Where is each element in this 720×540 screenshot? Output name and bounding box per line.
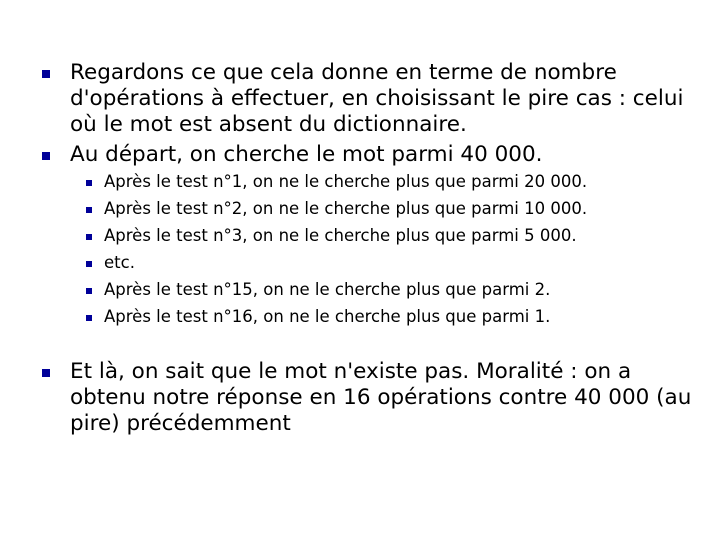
sub-bullet-text: Après le test n°3, on ne le cherche plus que parmi 5 000. bbox=[104, 226, 577, 245]
bullet-line: Regardons ce que cela donne en terme de nombre bbox=[70, 60, 617, 85]
bullet-text bbox=[70, 359, 710, 437]
sub-bullet-marker bbox=[86, 315, 92, 321]
bullet-line: obtenu notre réponse en 16 opérations contre 40 000 (au bbox=[70, 385, 692, 410]
sub-bullet-text: Après le test n°15, on ne le cherche plus que parmi 2. bbox=[104, 280, 551, 299]
bullet-marker bbox=[42, 70, 50, 78]
bullet-line: où le mot est absent du dictionnaire. bbox=[70, 112, 467, 137]
bullet-text bbox=[70, 142, 710, 168]
sub-bullet-marker bbox=[86, 288, 92, 294]
sub-bullet-marker bbox=[86, 180, 92, 186]
bullet-line: Et là, on sait que le mot n'existe pas. Moralité : on a bbox=[70, 359, 632, 384]
bullet-marker bbox=[42, 369, 50, 377]
bullet-marker bbox=[42, 152, 50, 160]
bullet-line: d'opérations à effectuer, en choisissant le pire cas : celui bbox=[70, 86, 684, 111]
bullet-text bbox=[70, 60, 710, 138]
sub-bullet-marker bbox=[86, 207, 92, 213]
sub-bullet-marker bbox=[86, 234, 92, 240]
sub-bullet-marker bbox=[86, 261, 92, 267]
bullet-line: pire) précédemment bbox=[70, 411, 291, 436]
sub-bullet-text: Après le test n°16, on ne le cherche plus que parmi 1. bbox=[104, 307, 551, 326]
sub-bullet-text: Après le test n°2, on ne le cherche plus que parmi 10 000. bbox=[104, 199, 588, 218]
bullet-line: Au départ, on cherche le mot parmi 40 000. bbox=[70, 142, 543, 167]
sub-bullet-text: Après le test n°1, on ne le cherche plus que parmi 20 000. bbox=[104, 172, 588, 191]
sub-bullet-text: etc. bbox=[104, 253, 135, 272]
